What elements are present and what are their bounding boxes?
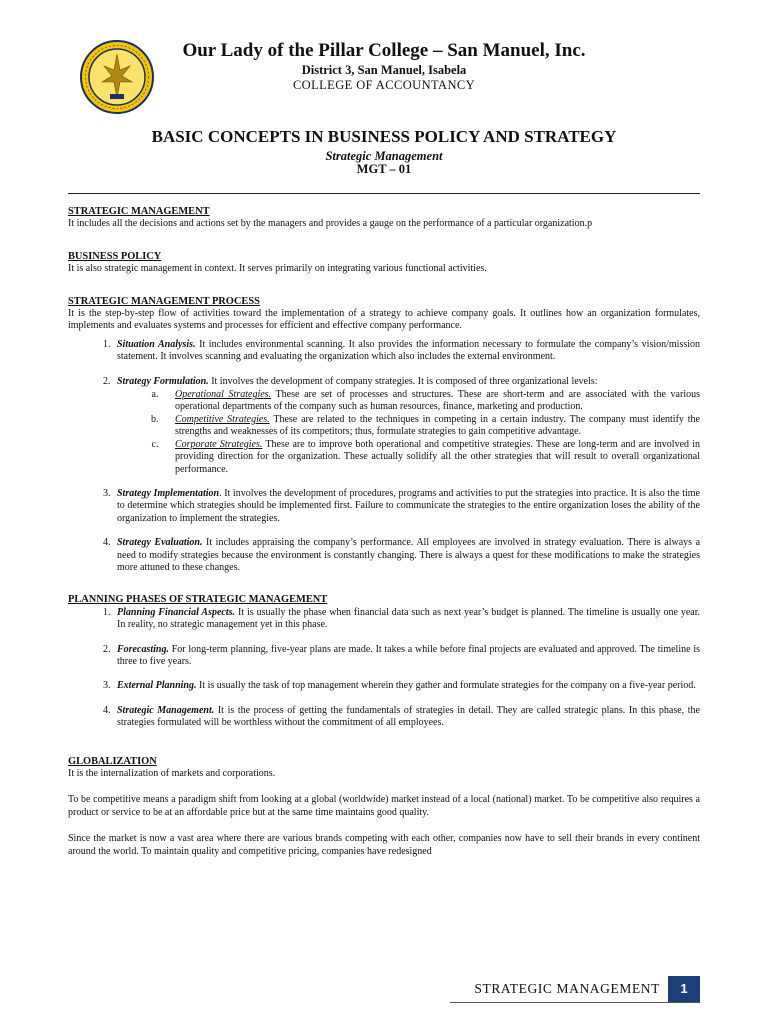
list-item-text: It includes appraising the company’s performance. All employees are involved in strategy evaluation. There is always a need to modify strategies because the environment is constantly changing. There is always a quest for these modifications to make the strategies more attuned to these changes. bbox=[117, 537, 701, 573]
list-item bbox=[161, 389, 700, 414]
section-body-globalization-1: It is the internalization of markets and corporations. bbox=[68, 768, 276, 779]
section-body-business-policy: It is also strategic management in context. It serves primarily on integrating various functional activities. bbox=[68, 263, 487, 275]
list-item bbox=[113, 488, 700, 525]
document-body bbox=[68, 206, 700, 858]
list-item-text: It includes environmental scanning. It also provides the information necessary to formulate the company’s vision/mission statement. It involves scanning and evaluating the organization which also includes the external environment. bbox=[117, 338, 701, 363]
footer-label: STRATEGIC MANAGEMENT bbox=[474, 981, 660, 996]
list-item bbox=[113, 537, 700, 574]
process-list bbox=[68, 339, 700, 575]
list-item-term: Strategy Formulation. bbox=[117, 375, 209, 387]
list-item-text: . It involves the development of procedures, programs and activities to put the strategies into practice. It is also the time to determine which strategies should be implemented first. Failure to communicate the strategies to the entire organization loses the ability of the organization to implement the strategies. bbox=[117, 487, 700, 524]
document-subtitle: Strategic Management bbox=[325, 149, 443, 163]
college-address: District 3, San Manuel, Isabela bbox=[301, 63, 467, 77]
section-title-strategic-management: STRATEGIC MANAGEMENT bbox=[68, 206, 210, 217]
list-item-text: It is usually the task of top management wherein they gather and formulate strategies for the company on a five-year period. bbox=[196, 680, 696, 692]
section-title-phases: PLANNING PHASES OF STRATEGIC MANAGEMENT bbox=[68, 594, 328, 606]
footer-divider bbox=[450, 1002, 700, 1003]
list-item-text: These are to improve both operational and competitive strategies. These are long-term and are involved in providing direction for the organization. These actually solidify all the other strategies that will result to overall organizational performance. bbox=[175, 438, 700, 475]
list-item-term: Strategic Management. bbox=[117, 704, 215, 716]
header-divider bbox=[68, 193, 700, 194]
document-title: BASIC CONCEPTS IN BUSINESS POLICY AND STRATEGY bbox=[151, 127, 617, 146]
list-item-text: It involves the development of company strategies. It is composed of three organizational levels: bbox=[208, 375, 598, 387]
phases-list bbox=[68, 607, 700, 730]
list-item-term: Competitive Strategies. bbox=[175, 413, 270, 425]
list-item-text: These are related to the techniques in competing in a certain industry. The company must identify the strengths and weaknesses of its competitors; thus, formulate strategies to gain competitive advantage. bbox=[175, 413, 700, 438]
section-body-strategic-management: It includes all the decisions and actions set by the managers and provides a gauge on the performance of a particular organization.p bbox=[68, 218, 593, 230]
list-item-term: Situation Analysis. bbox=[117, 338, 196, 350]
list-item-term: Corporate Strategies. bbox=[175, 438, 263, 450]
document-code: MGT – 01 bbox=[356, 162, 412, 176]
list-item bbox=[113, 376, 700, 476]
list-item-term: External Planning. bbox=[117, 680, 197, 692]
list-item bbox=[113, 644, 700, 669]
list-item-text: It is the process of getting the fundamentals of strategies in detail. They are called strategic plans. In this phase, the strategies formulated will be worthless without the commitment of all employees. bbox=[117, 704, 700, 729]
list-item bbox=[161, 439, 700, 476]
list-item bbox=[113, 339, 700, 364]
list-item-text: For long-term planning, five-year plans are made. It takes a while before final projects are evaluated and approved. The timeline is three to five years. bbox=[117, 643, 700, 667]
section-body-globalization-2: To be competitive means a paradigm shift from looking at a global (worldwide) market instead of a local (national) market. To be competitive also requires a product or service to be at an affordable price but at the same time maintains good quality. bbox=[68, 794, 700, 818]
list-item-term: Planning Financial Aspects. bbox=[117, 606, 236, 618]
list-item bbox=[113, 680, 700, 692]
section-title-business-policy: BUSINESS POLICY bbox=[68, 250, 162, 262]
list-item-term: Operational Strategies. bbox=[175, 389, 272, 401]
department-name: COLLEGE OF ACCOUNTANCY bbox=[292, 78, 476, 92]
section-body-globalization-3: Since the market is now a vast area where there are various brands competing with each other, companies now have to sell their brands in every continent around the world. To maintain quality and competitive pricing, companies have redesigned bbox=[68, 833, 700, 857]
list-item-text: These are set of processes and structures. These are short-term and are associated with the various operational departments of the company such as human resources, finance, marketing and production. bbox=[175, 389, 700, 413]
college-name: Our Lady of the Pillar College – San Manuel, Inc. bbox=[182, 40, 586, 61]
section-title-process: STRATEGIC MANAGEMENT PROCESS bbox=[68, 295, 260, 307]
list-item bbox=[161, 414, 700, 439]
list-item bbox=[113, 705, 700, 730]
strategy-levels-list bbox=[117, 389, 700, 476]
section-body-process: It is the step-by-step flow of activities toward the implementation of a strategy to achieve company goals. It outlines how an organization formulates, implements and evaluates systems and processes for efficient and effective company performance. bbox=[68, 308, 700, 332]
page-number-badge: 1 bbox=[668, 976, 700, 1002]
list-item bbox=[113, 607, 700, 632]
list-item-term: Strategy Evaluation. bbox=[117, 537, 203, 549]
list-item-text: It is usually the phase when financial data such as next year’s budget is planned. The timeline is usually one year. In reality, no strategic management yet in this phase. bbox=[117, 606, 701, 631]
section-title-globalization: GLOBALIZATION bbox=[68, 755, 157, 767]
list-item-term: Forecasting. bbox=[117, 643, 169, 655]
list-item-term: Strategy Implementation bbox=[117, 487, 220, 499]
